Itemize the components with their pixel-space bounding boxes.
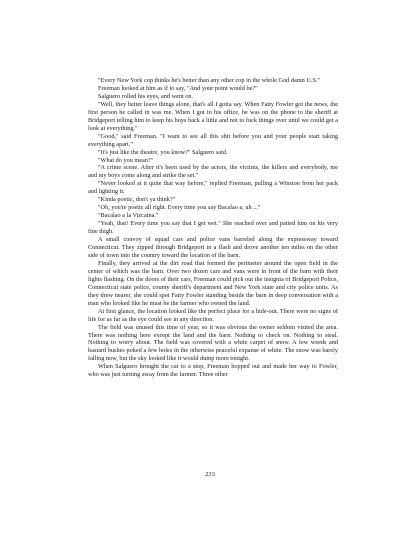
paragraph: "Never looked at it quite that way before," replied Freeman, pulling a Winston from her pack and lighting it.: [88, 180, 338, 196]
paragraph: Finally, they arrived at the dirt road that formed the perimeter around the open field in the center of which was the barn. Over two dozen cars and vans were in front of the barn with their lights flashing. On the doors of their cars, Freeman could pick out the insignia of Bridgeport Police, Connecticut state police, county sheriff's department and New York state and city police units. As they drew nearer, she could spot Fatty Fowler standing beside the barn in deep conversation with a man who looked like he must be the farmer who owned the land.: [88, 259, 338, 307]
paragraph: The field was unused this time of year, so it was obvious the owner seldom visited the area. There was nothing here except the land and the barn. Nothing to check on. Nothing to steal. Nothing to worry about. The field was covered with a white carpet of snow. A few weeds and bastard bushes poked a few holes in the otherwise peaceful expanse of white. The snow was barely falling now, but the sky looked like it would dump more tonight.: [88, 323, 338, 363]
paragraph: At first glance, the location looked like the perfect place for a hide-out. There were no signs of life for as far as the eye could see in any direction.: [88, 307, 338, 323]
paragraph: Salguero rolled his eyes, and went on.: [98, 92, 194, 100]
paragraph: When Salguero brought the car to a stop, Freeman hopped out and made her way to Fowler, who was just turning away from the farmer. Three other: [88, 363, 338, 379]
paragraph: "It's just like the theatre, you know?" Salguero said.: [98, 148, 228, 156]
page-number: 233: [205, 471, 215, 478]
paragraph: "What do you mean?": [98, 156, 154, 164]
paragraph: A small convoy of squad cars and police vans barreled along the expressway toward Connecticut. They zipped through Bridgeport in a flash and drove another ten miles on the other side of town into the country toward the location of the barn.: [88, 236, 338, 259]
paragraph: "Good," said Freeman. "I want to see all this shit before you and your people start taking everything apart.": [88, 132, 338, 148]
paragraph: Freeman looked at him as if to say, "And your point would be?": [98, 84, 258, 92]
paragraph: "Bacalao a la Vizcaina.": [98, 212, 159, 220]
body-text: [88, 77, 338, 379]
paragraph: "Kinda poetic, don't ya think?": [98, 196, 176, 204]
paragraph: "Oh, you're poetic all right. Every time you say Bacalao a, uh ...": [98, 204, 261, 212]
paragraph: "Well, they better leave things alone, that's all I gotta say. When Fatty Fowler got the news, the first person he called in was me. When I got to his office, he was on the phone to the sheriff at Bridgeport telling him to keep his boys back a little and not to fuck things over until we could get a look at everything.": [88, 100, 338, 132]
paragraph: "Every New York cop thinks he's better than any other cop in the whole God damn U.S.": [98, 77, 320, 84]
paragraph: "Yeah, that! Every time you say that I get wet." She reached over and patted him on his very fine thigh.: [88, 220, 338, 236]
paragraph: "A crime scene. After it's been used by the actors, the victims, the killers and everybody, me and my boys come along and strike the set.": [88, 164, 338, 180]
